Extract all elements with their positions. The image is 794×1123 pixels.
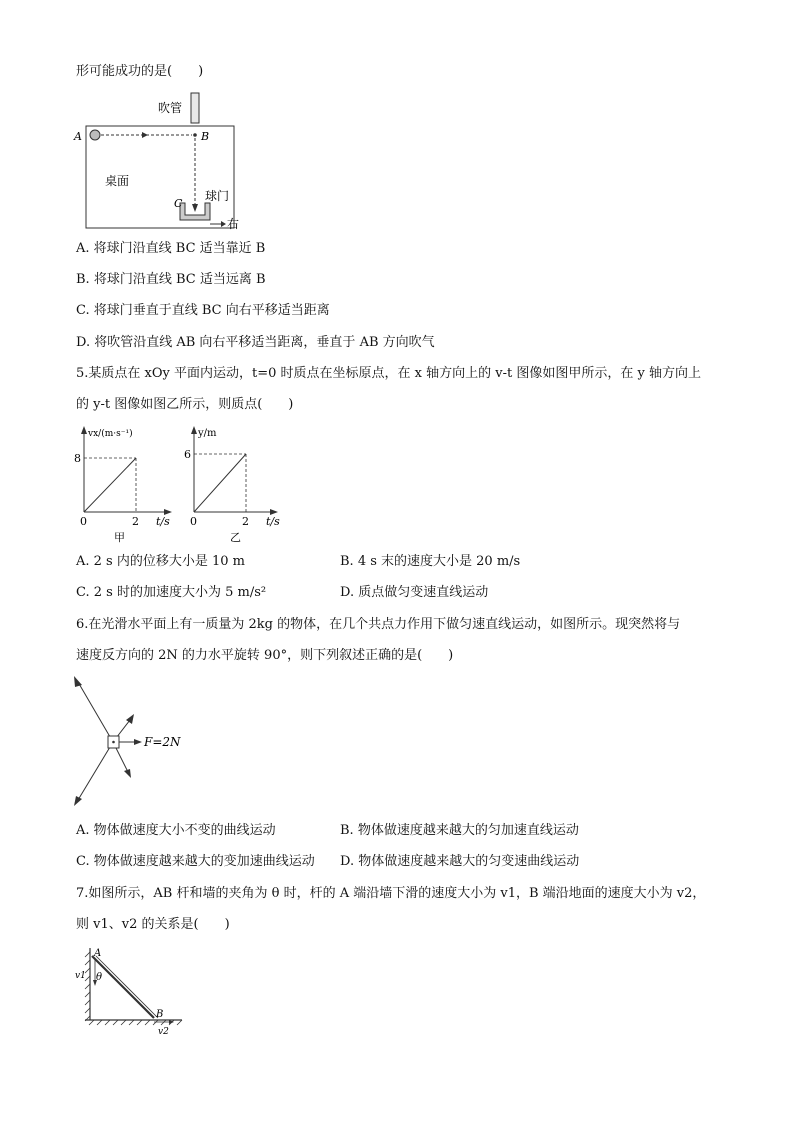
label-b: B [201, 130, 210, 143]
yi-y-axis-label: y/m [198, 428, 217, 439]
yi-y-tick: 6 [184, 448, 191, 461]
q6-option-a: A. 物体做速度大小不变的曲线运动 [76, 823, 276, 838]
q4-option-d: D. 将吹管沿直线 AB 向右平移适当距离，垂直于 AB 方向吹气 [76, 335, 435, 350]
q6-stem-line2: 速度反方向的 2N 的力水平旋转 90°，则下列叙述正确的是( ) [76, 648, 454, 663]
q4-stem-tail: 形可能成功的是( ) [76, 64, 204, 79]
q5-graph-jia [70, 422, 180, 544]
q5-option-c: C. 2 s 时的加速度大小为 5 m/s² [76, 585, 267, 600]
q6-option-c: C. 物体做速度越来越大的变加速曲线运动 [76, 854, 315, 869]
yi-caption: 乙 [230, 531, 241, 544]
label-v1: v1 [75, 971, 86, 981]
label-c: C [174, 197, 183, 210]
jia-y-tick: 8 [74, 452, 81, 465]
q6-stem-line1: 6.在光滑水平面上有一质量为 2kg 的物体，在几个共点力作用下做匀速直线运动，如图所示。现突然将与 [76, 617, 681, 632]
q5-graph-yi [182, 422, 292, 544]
q7-stem-line2: 则 v1、v2 的关系是( ) [76, 917, 230, 932]
jia-x-tick: 2 [132, 515, 139, 528]
tube-label: 吹管 [158, 101, 183, 115]
blow-tube [191, 93, 199, 123]
label-v2: v2 [158, 1027, 169, 1036]
label-a: A [74, 130, 82, 143]
q7-figure [74, 944, 190, 1036]
q4-option-a: A. 将球门沿直线 BC 适当靠近 B [76, 241, 266, 256]
jia-x-axis-label: t/s [156, 515, 170, 528]
q7-stem-line1: 7.如图所示，AB 杆和墙的夹角为 θ 时，杆的 A 端沿墙下滑的速度大小为 v1，B 端沿地面的速度大小为 v2， [76, 886, 706, 901]
q6-option-b: B. 物体做速度越来越大的匀加速直线运动 [340, 823, 579, 838]
jia-origin: 0 [80, 515, 87, 528]
jia-caption: 甲 [114, 531, 125, 544]
q4-option-c: C. 将球门垂直于直线 BC 向右平移适当距离 [76, 303, 330, 318]
label-theta: θ [96, 972, 103, 983]
q4-figure [70, 88, 250, 233]
yi-x-axis-label: t/s [266, 515, 280, 528]
label-b: B [156, 1009, 164, 1020]
q5-stem-line2: 的 y-t 图像如图乙所示，则质点( ) [76, 397, 294, 412]
jia-y-axis-label: vx/(m·s⁻¹) [88, 429, 133, 439]
q5-option-d: D. 质点做匀变速直线运动 [340, 585, 489, 600]
ball [90, 130, 100, 140]
force-label: F=2N [144, 735, 181, 749]
q5-stem-line1: 5.某质点在 xOy 平面内运动，t=0 时质点在坐标原点，在 x 轴方向上的 v-t 图像如图甲所示，在 y 轴方向上 [76, 366, 701, 381]
yi-origin: 0 [190, 515, 197, 528]
right-label: 右 [227, 217, 240, 231]
goal-label: 球门 [205, 189, 230, 203]
label-a: A [94, 948, 102, 959]
q4-option-b: B. 将球门沿直线 BC 适当远离 B [76, 272, 266, 287]
yi-x-tick: 2 [242, 515, 249, 528]
q5-option-a: A. 2 s 内的位移大小是 10 m [76, 554, 245, 569]
q6-option-d: D. 物体做速度越来越大的匀变速曲线运动 [340, 854, 580, 869]
table-label: 桌面 [105, 174, 130, 188]
q6-force-figure [66, 674, 206, 810]
q5-option-b: B. 4 s 末的速度大小是 20 m/s [340, 554, 521, 569]
